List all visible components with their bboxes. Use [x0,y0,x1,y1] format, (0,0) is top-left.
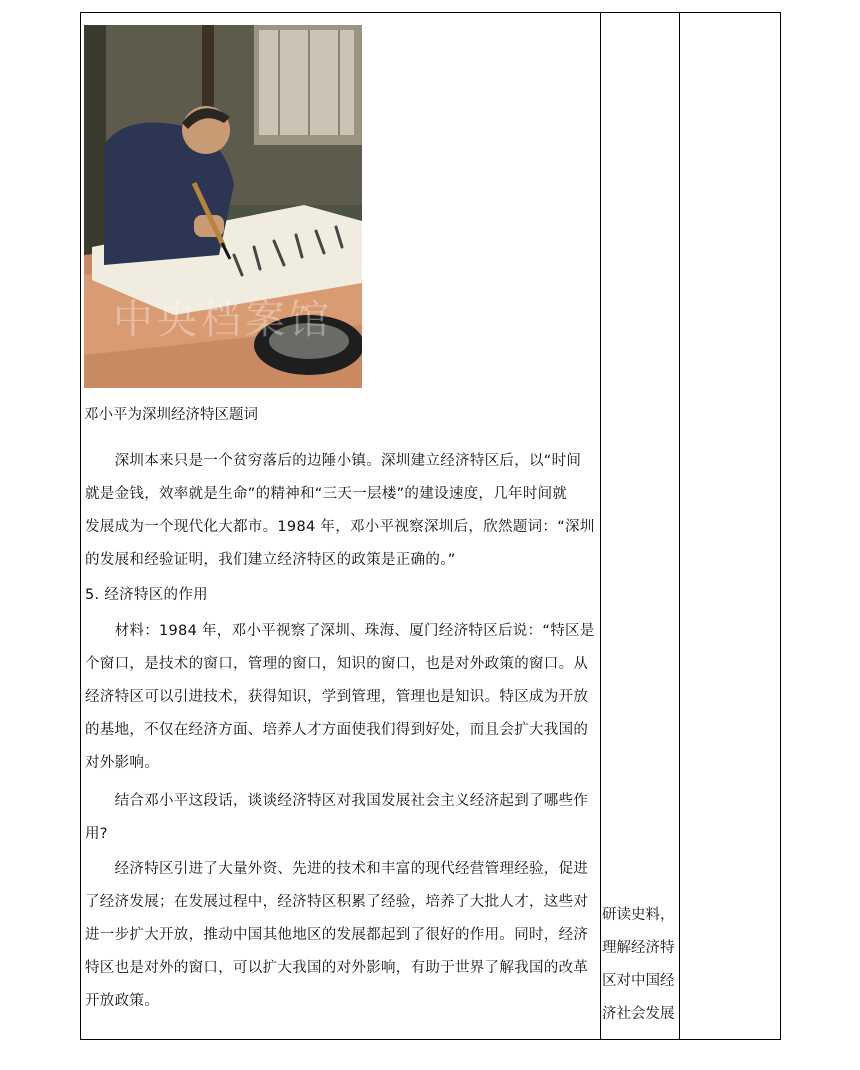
text-line: 深圳本来只是一个贫穷落后的边陲小镇。深圳建立经济特区后，以“时间 [85,453,582,469]
text-line: 个窗口，是技术的窗口，管理的窗口，知识的窗口，也是对外政策的窗口。从 [85,656,589,672]
intro-paragraph [85,445,601,577]
material-paragraph [85,615,601,780]
text-line: 就是金钱，效率就是生命”的精神和“三天一层楼”的建设速度，几年时间就 [85,486,568,502]
content-column [81,13,601,1039]
text-line: 的发展和经验证明，我们建立经济特区的政策是正确的。” [85,552,456,568]
text-line: 了经济发展；在发展过程中，经济特区积累了经验，培养了大批人才，这些对 [85,894,589,910]
text-line: 特区也是对外的窗口，可以扩大我国的对外影响，有助于世界了解我国的改革 [85,960,589,976]
text-line: 材料：1984 年，邓小平视察了深圳、珠海、厦门经济特区后说：“特区是 [85,623,595,639]
design-intent-note [602,899,680,1031]
column-divider [679,13,680,1039]
note-line: 济社会发展 [602,1006,675,1022]
text-line: 经济特区引进了大量外资、先进的技术和丰富的现代经营管理经验，促进 [85,861,589,877]
heading-text: 5. 经济特区的作用 [85,587,208,603]
answer-paragraph [85,853,601,1018]
text-line: 的基地，不仅在经济方面、培养人才方面使我们得到好处，而且会扩大我国的 [85,722,589,738]
question-paragraph [85,785,601,851]
text-line: 对外影响。 [85,755,159,771]
note-line: 理解经济特 [602,940,675,956]
note-line: 研读史料， [602,907,675,923]
text-line: 结合邓小平这段话，谈谈经济特区对我国发展社会主义经济起到了哪些作 [85,793,589,809]
text-line: 用? [85,826,108,842]
text-line: 经济特区可以引进技术，获得知识，学到管理，管理也是知识。特区成为开放 [85,689,589,705]
section-heading [85,579,601,612]
watermark-text: 中央档案馆 [113,297,333,343]
note-line: 区对中国经 [602,973,675,989]
photo-deng-xiaoping-calligraphy [84,25,362,388]
text-line: 发展成为一个现代化大都市。1984 年，邓小平视察深圳后，欣然题词：“深圳 [85,519,595,535]
text-line: 进一步扩大开放，推动中国其他地区的发展都起到了很好的作用。同时，经济 [85,927,589,943]
lesson-table [80,12,781,1040]
text-line: 开放政策。 [85,993,159,1009]
photo-caption: 邓小平为深圳经济特区题词 [84,407,258,423]
photo-illustration [84,25,362,388]
